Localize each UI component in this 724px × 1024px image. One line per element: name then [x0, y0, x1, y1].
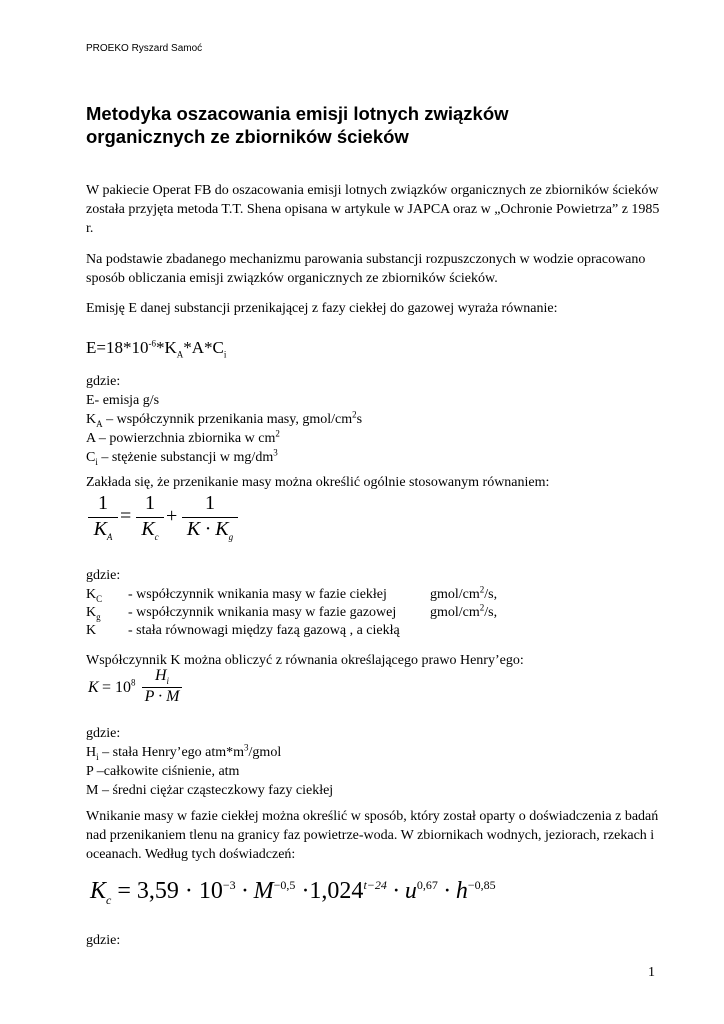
def-kg-row: $K_g$ - współczynnik wnikania masy w fazie gazowej gmol/$cm^2/s$,: [86, 602, 498, 622]
def-ci: $C_i$ – stężenie substancji w $mg/dm^3$: [86, 447, 278, 467]
def-k-row: K - stała równowagi między fazą gazową , a ciekłą: [86, 623, 400, 638]
title-line-1: Metodyka oszacowania emisji lotnych związków: [86, 103, 509, 124]
equals-sign: =: [120, 505, 132, 527]
plus-sign: +: [166, 505, 178, 527]
def-hi: $H_i$ – stała Henry’ego $atm*m^3$/gmol: [86, 742, 282, 762]
henry-intro: Współczynnik K można obliczyć z równania określającego prawo Henry’ego:: [86, 653, 524, 668]
def-a: A – powierzchnia zbiornika w $cm^2$: [86, 428, 280, 446]
def-p: P –całkowite ciśnienie, atm: [86, 764, 240, 779]
liquid-phase-equation: $K_c = 3,59 \cdot 10^{-3} \cdot M^{-0,5} \cdot 1,024^{t-24} \cdot u^{0,67} \cdot h^{-0,85}$: [90, 878, 496, 907]
frac-hi-pm: $H_i$ P · M: [142, 667, 182, 706]
def-e: E- emisja g/s: [86, 393, 160, 408]
mass-transfer-intro: Zakłada się, że przenikanie masy można określić ogólnie stosowanym równaniem:: [86, 475, 550, 490]
running-header: PROEKO Ryszard Samoć: [86, 43, 203, 54]
frac-1-kc: 1 $K_c$: [136, 492, 164, 541]
gdzie-label-3: gdzie:: [86, 726, 121, 741]
intro-paragraph: W pakiecie Operat FB do oszacowania emisji lotnych związków organicznych ze zbiorników ścieków została przyjęta metoda T.T. Shena opisana w artykule w JAPCA oraz w „Ochronie Powietrza” z 1985 r.: [86, 183, 660, 236]
frac-1-kkg: 1 $K \cdot K_g$: [182, 492, 238, 541]
definitions-block-1: [86, 372, 666, 467]
liquid-phase-intro: Wnikanie masy w fazie ciekłej można określić w sposób, który został oparty o doświadczenia z badań nad przenikaniem tlenu na granicy faz powietrze-woda. W zbiornikach wodnych, jeziorach, rzekach i oceanach. Według tych doświadczeń:: [86, 809, 659, 862]
mechanism-paragraph: Na podstawie zbadanego mechanizmu parowania substancji rozpuszczonych w wodzie opracowano sposób obliczania emisji związków organicznych ze zbiorników ścieków.: [86, 252, 646, 286]
page-number: 1: [648, 965, 655, 980]
emission-intro-paragraph: Emisję E danej substancji przenikającej z fazy ciekłej do gazowej wyraża równanie:: [86, 301, 558, 316]
gdzie-label: gdzie:: [86, 374, 121, 389]
emission-equation: $E=18*10^{-6}*K_A*A*C_i$: [86, 338, 227, 360]
definitions-block-3: [86, 724, 666, 800]
title-line-2: organicznych ze zbiorników ścieków: [86, 126, 409, 147]
def-ka: $K_A$ – współczynnik przenikania masy, gmol/$cm^2s$: [86, 409, 363, 429]
gdzie-label-4: gdzie:: [86, 933, 121, 948]
document-page: PROEKO Ryszard Samoć Metodyka oszacowania emisji lotnych związków organicznych ze zbiorników ścieków W pakiecie Operat FB do oszacowania emisji lotnych związków organicznych ze zbiorników ścieków została przyjęta metoda T.T. Shena opisana w artykule w JAPCA oraz w „Ochronie Powietrza” z 1985 r. Na podstawie zbadanego mechanizmu parowania substancji rozpuszczonych w wodzie opracowano sposób obliczania emisji związków organicznych ze zbiorników ścieków. Emisję E danej substancji przenikającej z fazy ciekłej do gazowej wyraża równanie: $E=18*10^{-6}*K_A*A*C_i$ gdzie: E- emisja g/s $K_A$ – współczynnik przenikania masy, gmol/$cm^2s$ A – powierzchnia zbiornika w $cm^2$ $C_i$ – stężenie substancji w $mg/dm^3$ Zakłada się, że przenikanie masy można określić ogólnie stosowanym równaniem: 1 $K_A$ = 1 $K_c$ + 1 $K \cdot K_g$ gdzie: $K_C$ - współczynnik wnikania masy w fazie ciekłej gmol/$cm^2/s$, $K_g$ - współczynnik wnikania masy w fazie gazowej gmol/$cm^2/s$, K - stała równowagi między fazą gazową , a ciekłą Współczynnik K można obliczyć z równania określającego prawo Henry’ego: K = $10^8$ $H_i$ P · M gdzie: $H_i$ – stała Henry’ego $atm*m^3$/gmol P –całkowite ciśnienie, atm M – średni ciężar cząsteczkowy fazy ciekłej Wnikanie masy w fazie ciekłej można określić w sposób, który został oparty o doświadczenia z badań nad przenikaniem tlenu na granicy faz powietrze-woda. W zbiornikach wodnych, jeziorach, rzekach i oceanach. Według tych doświadczeń: $K_c = 3,59 \cdot 10^{-3} \cdot M^{-0,5} \cdot 1,024^{t-24} \cdot u^{0,67} \cdot h^{-0,85}$ gdzie: 1: [0, 0, 724, 1024]
document-title: [86, 102, 646, 148]
def-kc-row: $K_C$ - współczynnik wnikania masy w fazie ciekłej gmol/$cm^2/s$,: [86, 584, 498, 604]
frac-1-ka: 1 $K_A$: [88, 492, 118, 541]
gdzie-label-2: gdzie:: [86, 568, 121, 583]
def-m: M – średni ciężar cząsteczkowy fazy ciekłej: [86, 783, 334, 798]
